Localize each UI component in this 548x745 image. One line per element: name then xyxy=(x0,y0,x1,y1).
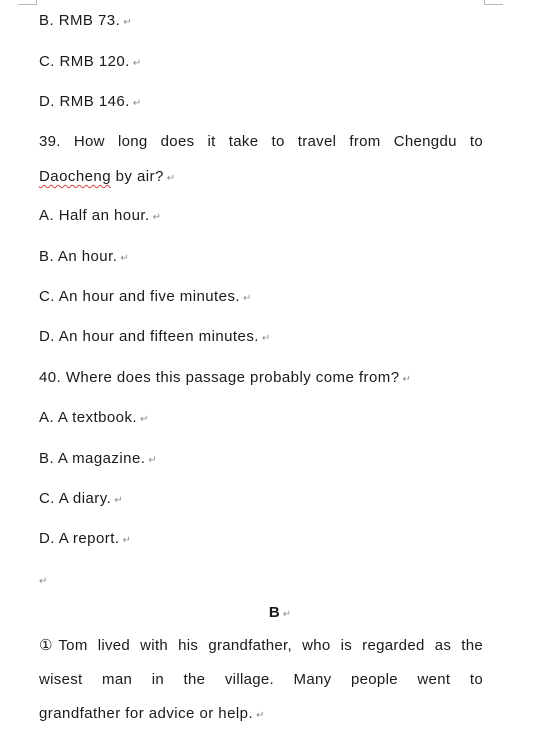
paragraph-mark-icon: ↵ xyxy=(39,576,48,587)
option-text: C. RMB 120. xyxy=(39,53,130,70)
paragraph-mark-icon: ↵ xyxy=(114,495,123,506)
option-text: D. An hour and fifteen minutes. xyxy=(39,328,259,345)
passage-line-1: ①Tom lived with his grandfather, who is regarded as the xyxy=(39,637,483,654)
passage-line-2: wisest man in the village. Many people went to xyxy=(39,671,483,688)
option-38-b xyxy=(39,12,132,32)
paragraph-mark-icon: ↵ xyxy=(256,710,265,721)
passage-line-3 xyxy=(39,705,264,725)
option-40-d xyxy=(39,530,131,550)
option-text: A. Half an hour. xyxy=(39,207,150,224)
question-39-stem-line2 xyxy=(39,168,175,188)
option-text: C. A diary. xyxy=(39,490,112,507)
spellcheck-flagged-word[interactable]: Daocheng xyxy=(39,168,111,185)
paragraph-mark-icon: ↵ xyxy=(123,17,132,28)
option-text: B. An hour. xyxy=(39,248,118,265)
empty-paragraph xyxy=(39,571,47,591)
question-text: 40. Where does this passage probably come from? xyxy=(39,369,400,386)
section-heading-text: B xyxy=(268,604,280,621)
option-38-d xyxy=(39,93,141,113)
question-39-stem-rest: by air? xyxy=(111,168,164,185)
option-39-d xyxy=(39,328,270,348)
paragraph-mark-icon: ↵ xyxy=(120,253,129,264)
option-text: C. An hour and five minutes. xyxy=(39,288,241,305)
paragraph-mark-icon: ↵ xyxy=(148,455,157,466)
paragraph-mark-icon: ↵ xyxy=(132,98,142,109)
option-38-c xyxy=(39,53,141,73)
section-heading xyxy=(0,604,548,624)
option-39-c xyxy=(39,288,251,308)
paragraph-mark-icon: ↵ xyxy=(132,58,142,69)
option-text: B. A magazine. xyxy=(39,450,146,467)
paragraph-mark-icon: ↵ xyxy=(166,173,176,184)
paragraph-mark-icon: ↵ xyxy=(261,333,271,344)
crop-mark-top-left xyxy=(18,0,37,5)
paragraph-mark-icon: ↵ xyxy=(402,374,411,385)
option-40-c xyxy=(39,490,123,510)
option-40-b xyxy=(39,450,157,470)
option-40-a xyxy=(39,409,148,429)
option-text: B. RMB 73. xyxy=(39,12,121,29)
paragraph-mark-icon: ↵ xyxy=(282,609,292,620)
option-39-a xyxy=(39,207,161,227)
crop-mark-top-right xyxy=(484,0,503,5)
paragraph-mark-icon: ↵ xyxy=(122,535,131,546)
option-text: D. RMB 146. xyxy=(39,93,130,110)
option-text: D. A report. xyxy=(39,530,120,547)
question-40-stem xyxy=(39,369,411,389)
paragraph-mark-icon: ↵ xyxy=(140,414,149,425)
paragraph-mark-icon: ↵ xyxy=(152,212,161,223)
question-39-stem-line1: 39. How long does it take to travel from Chengdu to xyxy=(39,133,483,150)
paragraph-mark-icon: ↵ xyxy=(243,293,252,304)
option-39-b xyxy=(39,248,129,268)
passage-text: grandfather for advice or help. xyxy=(39,705,254,722)
option-text: A. A textbook. xyxy=(39,409,138,426)
